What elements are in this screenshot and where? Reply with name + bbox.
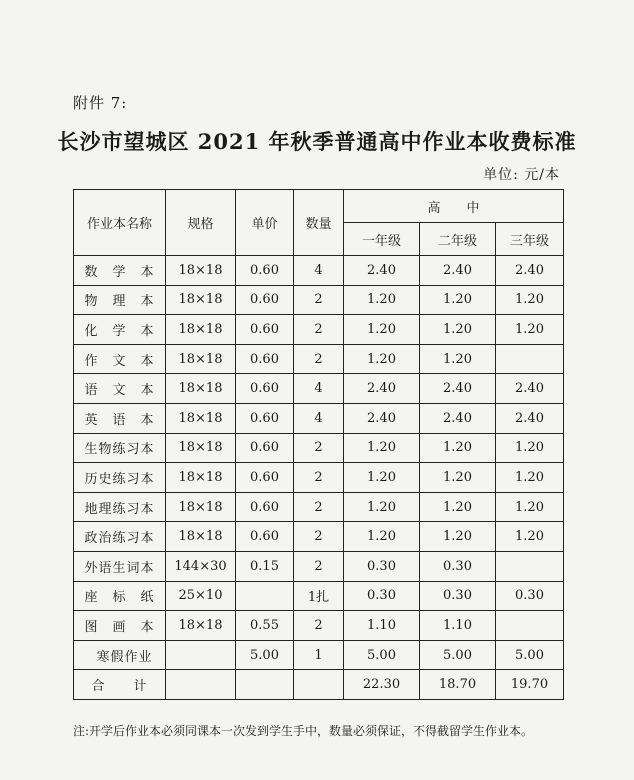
- table-row: [74, 433, 564, 463]
- table-row: [74, 403, 564, 433]
- cell-price: 0.60: [236, 344, 294, 374]
- cell-grade-2: 1.20: [420, 522, 496, 552]
- cell-price: 0.60: [236, 315, 294, 345]
- header-grade-1: 一年级: [344, 223, 420, 256]
- cell-grade-2: 1.10: [420, 611, 496, 641]
- cell-grade-2: 1.20: [420, 463, 496, 493]
- cell-grade-1: 1.20: [344, 463, 420, 493]
- cell-grade-3: [496, 344, 564, 374]
- cell-name: 生物练习本: [74, 433, 166, 463]
- table-row: [74, 344, 564, 374]
- cell-price: 0.60: [236, 403, 294, 433]
- cell-price: 0.60: [236, 374, 294, 404]
- cell-grade-1: 1.20: [344, 344, 420, 374]
- table-row: [74, 640, 564, 670]
- cell-grade-2: 2.40: [420, 256, 496, 286]
- cell-price: 5.00: [236, 640, 294, 670]
- cell-price: [236, 670, 294, 700]
- cell-price: 0.15: [236, 551, 294, 581]
- cell-spec: 18×18: [166, 285, 236, 315]
- table-row: [74, 581, 564, 611]
- cell-spec: 18×18: [166, 611, 236, 641]
- cell-spec: [166, 670, 236, 700]
- cell-qty: 2: [294, 344, 344, 374]
- cell-grade-3: 2.40: [496, 403, 564, 433]
- cell-qty: 4: [294, 256, 344, 286]
- cell-grade-2: 18.70: [420, 670, 496, 700]
- table-row: [74, 551, 564, 581]
- cell-price: 0.60: [236, 256, 294, 286]
- header-grade-2: 二年级: [420, 223, 496, 256]
- header-qty: 数量: [294, 190, 344, 256]
- cell-grade-1: 0.30: [344, 551, 420, 581]
- cell-name: 数 学 本: [74, 256, 166, 286]
- cell-grade-1: 1.20: [344, 522, 420, 552]
- cell-grade-3: 19.70: [496, 670, 564, 700]
- cell-name: 政治练习本: [74, 522, 166, 552]
- cell-spec: 18×18: [166, 374, 236, 404]
- cell-spec: 18×18: [166, 344, 236, 374]
- header-price: 单价: [236, 190, 294, 256]
- cell-grade-1: 1.20: [344, 433, 420, 463]
- cell-qty: 2: [294, 433, 344, 463]
- cell-qty: 2: [294, 492, 344, 522]
- cell-qty: 1扎: [294, 581, 344, 611]
- cell-grade-1: 2.40: [344, 403, 420, 433]
- cell-grade-3: 1.20: [496, 315, 564, 345]
- cell-spec: 18×18: [166, 403, 236, 433]
- cell-grade-1: 0.30: [344, 581, 420, 611]
- cell-grade-2: 1.20: [420, 492, 496, 522]
- cell-grade-3: 5.00: [496, 640, 564, 670]
- cell-spec: 18×18: [166, 463, 236, 493]
- cell-name: 英 语 本: [74, 403, 166, 433]
- cell-grade-3: 2.40: [496, 256, 564, 286]
- cell-price: 0.60: [236, 492, 294, 522]
- cell-qty: 2: [294, 611, 344, 641]
- cell-grade-1: 1.20: [344, 315, 420, 345]
- cell-qty: 4: [294, 403, 344, 433]
- cell-price: [236, 581, 294, 611]
- table-row: [74, 315, 564, 345]
- cell-qty: [294, 670, 344, 700]
- cell-grade-1: 2.40: [344, 256, 420, 286]
- cell-spec: 18×18: [166, 492, 236, 522]
- cell-grade-3: [496, 611, 564, 641]
- cell-name: 物 理 本: [74, 285, 166, 315]
- cell-name: 历史练习本: [74, 463, 166, 493]
- cell-grade-1: 1.20: [344, 492, 420, 522]
- cell-grade-1: 2.40: [344, 374, 420, 404]
- cell-qty: 2: [294, 463, 344, 493]
- unit-label: 单位: 元/本: [483, 167, 560, 183]
- cell-qty: 2: [294, 315, 344, 345]
- header-grade-3: 三年级: [496, 223, 564, 256]
- cell-name: 图 画 本: [74, 611, 166, 641]
- cell-grade-3: 2.40: [496, 374, 564, 404]
- header-high-school: 高 中: [344, 190, 564, 223]
- cell-grade-3: 1.20: [496, 492, 564, 522]
- cell-grade-3: 0.30: [496, 581, 564, 611]
- cell-grade-1: 1.20: [344, 285, 420, 315]
- cell-name: 作 文 本: [74, 344, 166, 374]
- header-name: 作业本名称: [74, 190, 166, 256]
- header-spec: 规格: [166, 190, 236, 256]
- cell-price: 0.60: [236, 522, 294, 552]
- cell-qty: 1: [294, 640, 344, 670]
- cell-grade-3: 1.20: [496, 522, 564, 552]
- cell-qty: 2: [294, 551, 344, 581]
- cell-grade-1: 5.00: [344, 640, 420, 670]
- cell-name: 座 标 纸: [74, 581, 166, 611]
- table-row: [74, 463, 564, 493]
- page-title: 长沙市望城区 2021 年秋季普通高中作业本收费标准: [57, 129, 577, 154]
- cell-qty: 2: [294, 285, 344, 315]
- cell-grade-2: 1.20: [420, 433, 496, 463]
- cell-grade-3: [496, 551, 564, 581]
- cell-name: 合 计: [74, 670, 166, 700]
- cell-name: 语 文 本: [74, 374, 166, 404]
- cell-name: 地理练习本: [74, 492, 166, 522]
- cell-spec: 18×18: [166, 522, 236, 552]
- cell-qty: 2: [294, 522, 344, 552]
- attachment-label: 附件 7:: [73, 94, 128, 112]
- table-row: [74, 374, 564, 404]
- cell-spec: 18×18: [166, 433, 236, 463]
- cell-grade-3: 1.20: [496, 463, 564, 493]
- cell-spec: 18×18: [166, 256, 236, 286]
- cell-grade-1: 1.10: [344, 611, 420, 641]
- cell-grade-2: 1.20: [420, 344, 496, 374]
- cell-price: 0.60: [236, 433, 294, 463]
- cell-spec: 144×30: [166, 551, 236, 581]
- cell-spec: 18×18: [166, 315, 236, 345]
- table-row: [74, 285, 564, 315]
- cell-grade-2: 2.40: [420, 374, 496, 404]
- cell-grade-2: 1.20: [420, 315, 496, 345]
- table-row: [74, 611, 564, 641]
- cell-grade-3: 1.20: [496, 285, 564, 315]
- cell-spec: [166, 640, 236, 670]
- cell-price: 0.60: [236, 285, 294, 315]
- cell-grade-2: 0.30: [420, 551, 496, 581]
- cell-price: 0.60: [236, 463, 294, 493]
- cell-qty: 4: [294, 374, 344, 404]
- table-row: [74, 492, 564, 522]
- cell-grade-2: 1.20: [420, 285, 496, 315]
- cell-name: 外语生词本: [74, 551, 166, 581]
- cell-price: 0.55: [236, 611, 294, 641]
- table-row: [74, 670, 564, 700]
- fee-table: [73, 189, 564, 700]
- cell-grade-2: 2.40: [420, 403, 496, 433]
- cell-grade-2: 5.00: [420, 640, 496, 670]
- cell-name: 寒假作业: [74, 640, 166, 670]
- cell-grade-2: 0.30: [420, 581, 496, 611]
- footnote: 注:开学后作业本必须同课本一次发到学生手中，数量必须保证，不得截留学生作业本。: [73, 724, 534, 738]
- cell-name: 化 学 本: [74, 315, 166, 345]
- table-row: [74, 256, 564, 286]
- cell-spec: 25×10: [166, 581, 236, 611]
- cell-grade-1: 22.30: [344, 670, 420, 700]
- table-row: [74, 522, 564, 552]
- cell-grade-3: 1.20: [496, 433, 564, 463]
